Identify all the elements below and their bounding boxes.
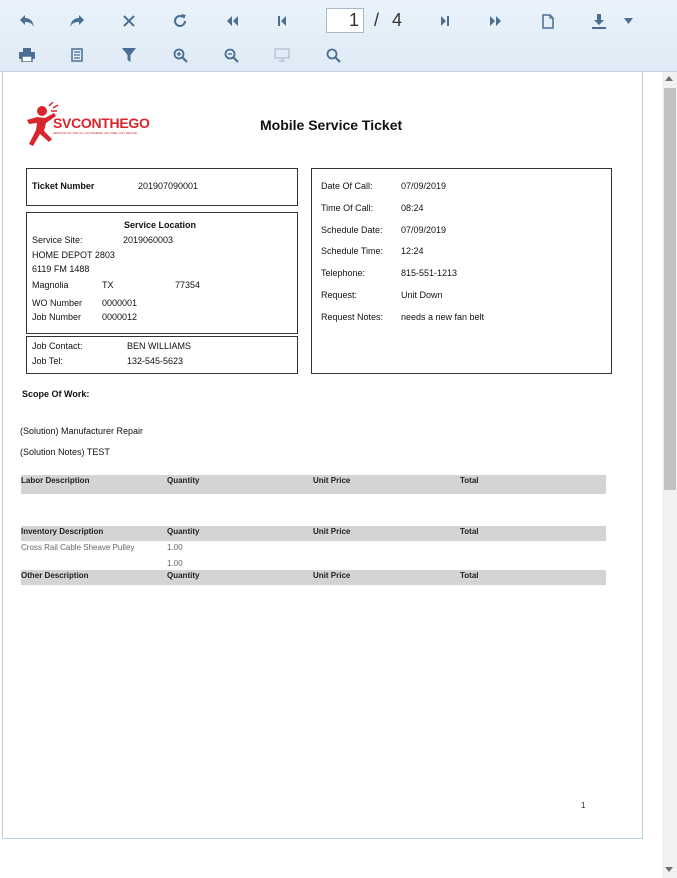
- report-viewer: [0, 72, 662, 878]
- page-layout-icon: [71, 48, 83, 62]
- logo-wordmark: SVCONTHEGO: [53, 115, 150, 131]
- double-chevron-left-icon: [226, 16, 238, 26]
- scope-of-work-heading: Scope Of Work:: [22, 389, 90, 399]
- toggle-sidebar-button[interactable]: [269, 43, 295, 67]
- search-button[interactable]: [320, 43, 346, 67]
- zoom-in-icon: [173, 48, 188, 63]
- inventory-row-quantity: 1.00: [167, 559, 183, 568]
- page-number-footer: 1: [581, 801, 586, 810]
- ticket-number-box: [26, 168, 298, 206]
- undo-arrow-icon: [19, 14, 35, 28]
- company-logo: [23, 102, 163, 150]
- detail-label: Request:: [321, 290, 358, 300]
- ticket-number-value: 201907090001: [138, 181, 199, 191]
- detail-label: Date Of Call:: [321, 181, 373, 191]
- report-viewer-toolbar: [0, 0, 677, 72]
- other-header-description: Other Description: [21, 571, 89, 580]
- detail-value: 815-551-1213: [401, 268, 458, 278]
- filter-icon: [122, 48, 136, 62]
- detail-label: Telephone:: [321, 268, 366, 278]
- double-chevron-right-icon: [490, 16, 502, 26]
- search-icon: [326, 48, 341, 63]
- close-icon: [123, 15, 135, 27]
- detail-value: 12:24: [401, 246, 424, 256]
- page-number-input[interactable]: 1: [326, 8, 364, 33]
- job-contact-value: BEN WILLIAMS: [127, 341, 192, 351]
- job-tel-label: Job Tel:: [32, 356, 63, 366]
- site-zip: 77354: [175, 280, 201, 290]
- report-page: [2, 72, 643, 839]
- page-total: 4: [392, 10, 403, 30]
- refresh-icon: [172, 13, 188, 29]
- inventory-header-description: Inventory Description: [21, 527, 104, 536]
- inventory-header-unit-price: Unit Price: [313, 527, 351, 536]
- report-title: Mobile Service Ticket: [260, 117, 403, 133]
- inventory-header-quantity: Quantity: [167, 527, 200, 536]
- labor-header-quantity: Quantity: [167, 476, 200, 485]
- inventory-row-quantity: 1.00: [167, 543, 183, 552]
- other-header-total: Total: [460, 571, 479, 580]
- parameters-button[interactable]: [116, 43, 142, 67]
- solution-notes-text: (Solution Notes) TEST: [20, 447, 110, 457]
- zoom-out-button[interactable]: [218, 43, 244, 67]
- labor-header-unit-price: Unit Price: [313, 476, 351, 485]
- scroll-down-arrow-icon[interactable]: [665, 867, 673, 872]
- labor-table-header: [21, 475, 606, 494]
- detail-label: Schedule Date:: [321, 225, 383, 235]
- detail-label: Time Of Call:: [321, 203, 374, 213]
- site-city: Magnolia: [32, 280, 69, 290]
- zoom-in-button[interactable]: [167, 43, 193, 67]
- job-contact-label: Job Contact:: [32, 341, 83, 351]
- detail-label: Request Notes:: [321, 312, 384, 322]
- print-layout-button[interactable]: [64, 43, 90, 67]
- detail-value: Unit Down: [401, 290, 443, 300]
- export-dropdown-button[interactable]: [616, 9, 640, 33]
- inventory-row-description: Cross Rail Cable Sheave Pulley: [21, 543, 135, 552]
- undo-button[interactable]: [14, 9, 40, 33]
- other-table-header: [21, 570, 606, 585]
- last-page-button[interactable]: [483, 9, 509, 33]
- site-name: HOME DEPOT 2803: [32, 250, 115, 260]
- close-button[interactable]: [116, 9, 142, 33]
- service-site-value: 2019060003: [123, 235, 174, 245]
- caret-down-icon: [624, 18, 633, 24]
- refresh-button[interactable]: [167, 9, 193, 33]
- job-number-label: Job Number: [32, 312, 82, 322]
- labor-header-description: Labor Description: [21, 476, 90, 485]
- wo-number-value: 0000001: [102, 298, 138, 308]
- ticket-number-label: Ticket Number: [32, 181, 95, 191]
- inventory-table-header: [21, 526, 606, 541]
- download-icon: [592, 14, 606, 29]
- previous-page-button[interactable]: [269, 9, 295, 33]
- document-map-button[interactable]: [535, 9, 561, 33]
- site-address: 6119 FM 1488: [32, 264, 90, 274]
- detail-value: 08:24: [401, 203, 424, 213]
- inventory-header-total: Total: [460, 527, 479, 536]
- wo-number-label: WO Number: [32, 298, 83, 308]
- detail-value: 07/09/2019: [401, 225, 447, 235]
- site-state: TX: [102, 280, 114, 290]
- monitor-icon: [274, 48, 290, 62]
- print-button[interactable]: [14, 43, 40, 67]
- other-header-quantity: Quantity: [167, 571, 200, 580]
- next-page-button[interactable]: [432, 9, 458, 33]
- other-header-unit-price: Unit Price: [313, 571, 351, 580]
- call-details-box: [311, 168, 612, 374]
- redo-button[interactable]: [64, 9, 90, 33]
- job-tel-value: 132-545-5623: [127, 356, 184, 366]
- document-icon: [542, 14, 554, 29]
- solution-text: (Solution) Manufacturer Repair: [20, 426, 144, 436]
- scrollbar-thumb[interactable]: [664, 88, 676, 490]
- export-button[interactable]: [586, 9, 612, 33]
- service-site-label: Service Site:: [32, 235, 83, 245]
- labor-header-total: Total: [460, 476, 479, 485]
- service-location-heading: Service Location: [124, 220, 197, 230]
- scroll-up-arrow-icon[interactable]: [665, 76, 673, 81]
- skip-next-icon: [440, 16, 450, 26]
- skip-previous-icon: [277, 16, 287, 26]
- zoom-out-icon: [224, 48, 239, 63]
- printer-icon: [19, 48, 35, 62]
- logo-tagline: SERVICE ON THE GO, ANYWHERE, ANYTIME, ANY DEVICE: [53, 131, 138, 135]
- detail-label: Schedule Time:: [321, 246, 384, 256]
- first-page-button[interactable]: [219, 9, 245, 33]
- detail-value: 07/09/2019: [401, 181, 447, 191]
- job-contact-box: [26, 336, 298, 374]
- service-location-box: [26, 212, 298, 334]
- detail-value: needs a new fan belt: [401, 312, 485, 322]
- job-number-value: 0000012: [102, 312, 138, 322]
- page-separator: /: [374, 10, 380, 30]
- redo-arrow-icon: [69, 14, 85, 28]
